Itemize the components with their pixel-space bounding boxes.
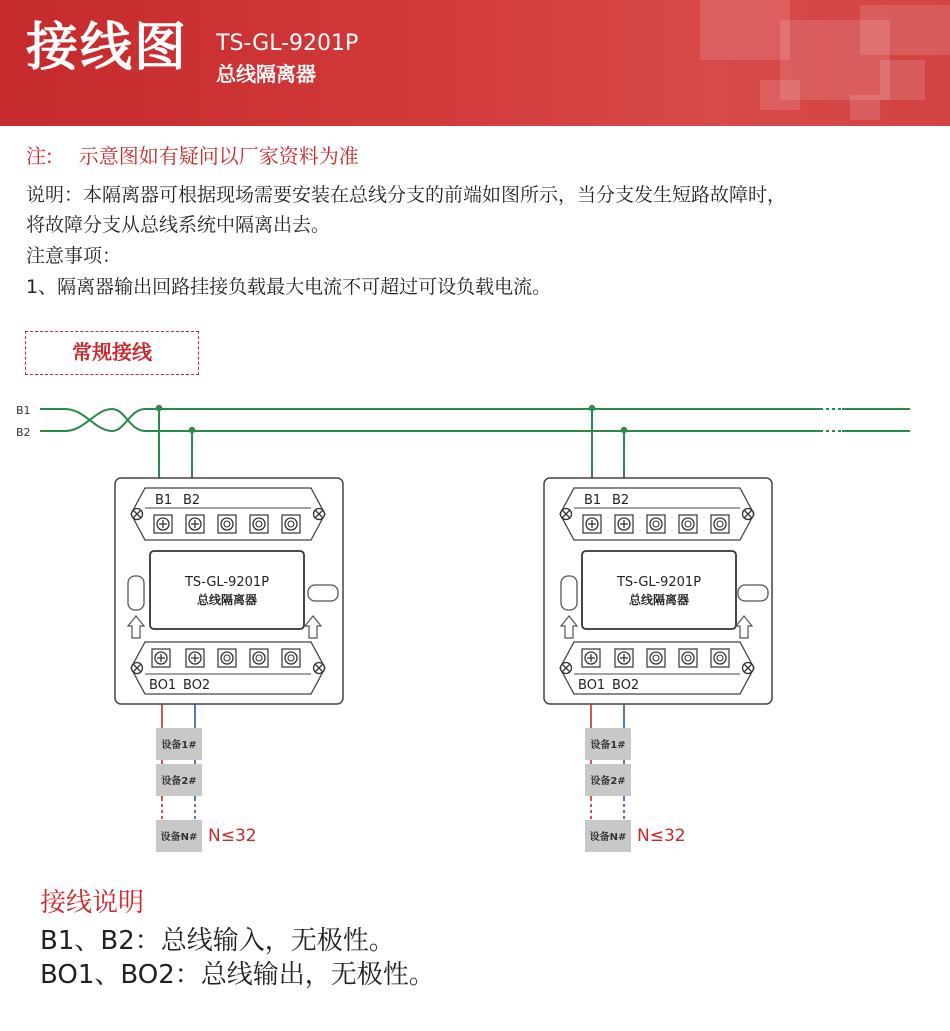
terminal-label-bo1: BO1 bbox=[578, 678, 606, 693]
isolator-module-2 bbox=[544, 405, 772, 852]
side-slot bbox=[128, 576, 144, 610]
terminal-screw-plus-icon bbox=[583, 515, 601, 533]
terminal-label-bo1: BO1 bbox=[149, 678, 177, 693]
junction-dot bbox=[189, 427, 195, 433]
header-model: TS-GL-9201P bbox=[216, 31, 359, 56]
junction-dot bbox=[621, 427, 627, 433]
terminal-screw-icon bbox=[218, 649, 236, 667]
terminal-screw-icon bbox=[711, 649, 729, 667]
terminal-screw-icon bbox=[282, 649, 300, 667]
description-line-1: 说明：本隔离器可根据现场需要安装在总线分支的前端如图所示，当分支发生短路故障时， bbox=[26, 184, 787, 206]
bus-label-b1: B1 bbox=[16, 404, 31, 417]
terminal-screw-plus-icon bbox=[615, 649, 633, 667]
isolator-module-1 bbox=[115, 405, 343, 852]
terminal-screw-icon bbox=[282, 515, 300, 533]
terminal-screw-plus-icon bbox=[615, 515, 633, 533]
terminal-screw-plus-icon bbox=[186, 515, 204, 533]
terminal-label-b1: B1 bbox=[584, 493, 602, 508]
device-label: 设备2# bbox=[161, 776, 197, 787]
device-label: 设备1# bbox=[161, 740, 197, 751]
mount-screw-icon bbox=[743, 509, 754, 520]
bus-label-b2: B2 bbox=[16, 426, 31, 439]
bus-lines bbox=[40, 409, 910, 431]
bus-line-b2 bbox=[40, 409, 820, 431]
module-model: TS-GL-9201P bbox=[184, 575, 270, 590]
terminal-screw-icon bbox=[250, 515, 268, 533]
wiring-explanation-title: 接线说明 bbox=[40, 888, 145, 918]
terminal-screw-icon bbox=[218, 515, 236, 533]
header-subtitle: 总线隔离器 bbox=[216, 62, 316, 86]
wiring-explanation-line-2: BO1、BO2：总线输出，无极性。 bbox=[40, 960, 435, 990]
note-text: 示意图如有疑问以厂家资料为准 bbox=[78, 144, 359, 168]
device-label: 设备1# bbox=[590, 740, 626, 751]
terminal-screw-icon bbox=[250, 649, 268, 667]
terminal-label-bo2: BO2 bbox=[183, 678, 211, 693]
bus-line-b1 bbox=[40, 409, 820, 431]
wiring-explanation-line-1: B1、B2：总线输入，无极性。 bbox=[40, 926, 395, 956]
device-limit: N≤32 bbox=[637, 826, 686, 846]
terminal-screw-icon bbox=[679, 515, 697, 533]
device-label: 设备N# bbox=[589, 832, 627, 843]
terminal-screw-plus-icon bbox=[186, 649, 204, 667]
terminal-screw-icon bbox=[679, 649, 697, 667]
mount-screw-icon bbox=[132, 509, 143, 520]
terminal-screw-plus-icon bbox=[154, 515, 172, 533]
module-name: 总线隔离器 bbox=[196, 593, 258, 607]
junction-dot bbox=[589, 405, 595, 411]
mount-screw-icon bbox=[561, 509, 572, 520]
side-slot bbox=[738, 585, 768, 601]
device-limit: N≤32 bbox=[208, 826, 257, 846]
side-slot bbox=[561, 576, 577, 610]
description-line-2: 将故障分支从总线系统中隔离出去。 bbox=[26, 214, 331, 236]
mount-screw-icon bbox=[132, 663, 143, 674]
terminal-label-b2: B2 bbox=[183, 493, 201, 508]
terminal-screw-plus-icon bbox=[152, 649, 170, 667]
junction-dot bbox=[156, 405, 162, 411]
description-line-4: 1、隔离器输出回路挂接负载最大电流不可超过可设负载电流。 bbox=[26, 276, 552, 298]
module-label-box bbox=[582, 551, 736, 629]
section-title: 常规接线 bbox=[72, 340, 152, 364]
module-model: TS-GL-9201P bbox=[616, 575, 702, 590]
mount-screw-icon bbox=[561, 663, 572, 674]
terminal-label-bo2: BO2 bbox=[612, 678, 640, 693]
module-label-box bbox=[150, 551, 304, 629]
device-label: 设备2# bbox=[590, 776, 626, 787]
terminal-label-b1: B1 bbox=[155, 493, 173, 508]
mount-screw-icon bbox=[743, 663, 754, 674]
description-line-3: 注意事项： bbox=[26, 245, 122, 267]
page-title: 接线图 bbox=[26, 18, 189, 78]
mount-screw-icon bbox=[314, 509, 325, 520]
terminal-screw-icon bbox=[711, 515, 729, 533]
terminal-screw-plus-icon bbox=[582, 649, 600, 667]
terminal-label-b2: B2 bbox=[612, 493, 630, 508]
mount-screw-icon bbox=[314, 663, 325, 674]
note-label: 注: bbox=[26, 144, 53, 168]
module-name: 总线隔离器 bbox=[628, 593, 690, 607]
side-slot bbox=[308, 585, 338, 601]
device-label: 设备N# bbox=[160, 832, 198, 843]
terminal-screw-icon bbox=[647, 515, 665, 533]
terminal-screw-icon bbox=[647, 649, 665, 667]
